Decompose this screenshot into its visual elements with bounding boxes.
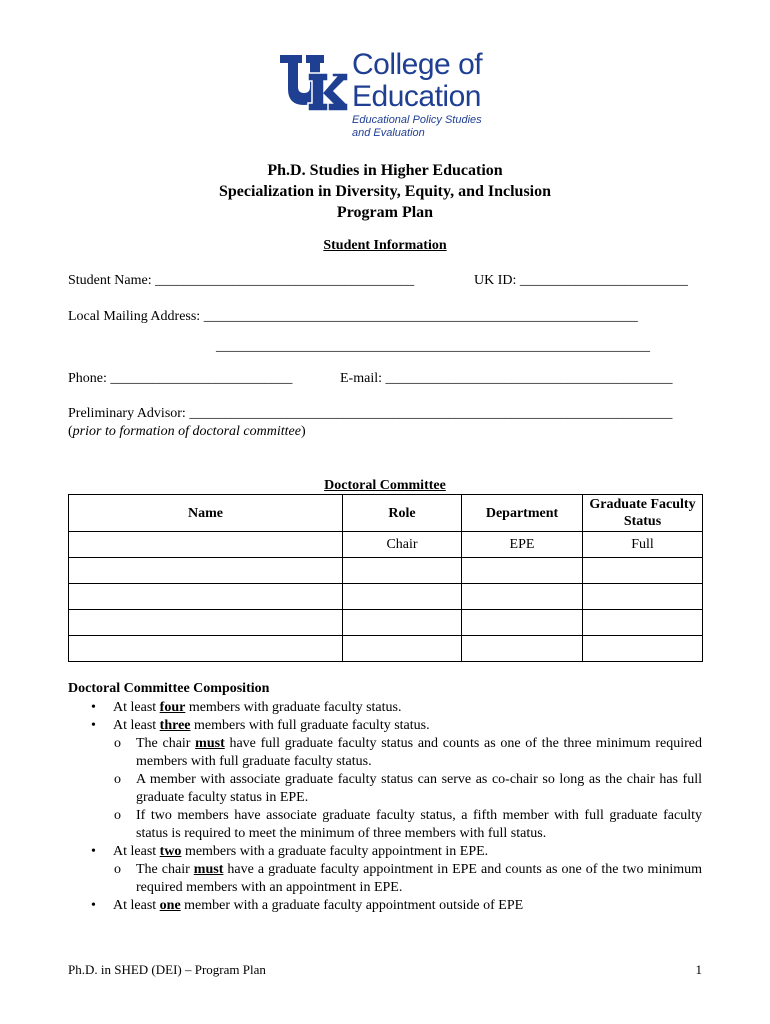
logo-education: Education — [352, 80, 481, 113]
logo-college-of: College of — [352, 48, 483, 81]
role-cell[interactable]: Chair — [343, 532, 462, 558]
list-item — [113, 699, 702, 717]
col-name-header: Name — [69, 495, 343, 532]
item-text: have full graduate faculty status and counts as one of the three minimum required members with full graduate faculty status. — [136, 736, 702, 769]
faculty-status-cell[interactable] — [583, 584, 703, 610]
item-text: member with a graduate faculty appointment outside of EPE — [180, 898, 524, 913]
uk-id-field[interactable]: UK ID: ________________________ — [474, 273, 688, 288]
name-cell[interactable] — [69, 532, 343, 558]
college-logo-text — [352, 48, 512, 143]
logo-sub-line1: Educational Policy Studies — [352, 114, 482, 126]
item-emphasis: must — [193, 862, 224, 877]
logo-sub-line2: and Evaluation — [352, 127, 425, 139]
phone-field[interactable]: Phone: __________________________ — [68, 371, 293, 386]
advisor-note-italic: prior to formation of doctoral committee — [72, 424, 301, 439]
advisor-note-close: ) — [300, 424, 306, 439]
department-cell[interactable]: EPE — [462, 532, 583, 558]
role-cell[interactable] — [343, 610, 462, 636]
committee-heading: Doctoral Committee — [324, 478, 446, 493]
title-line-3: Program Plan — [336, 204, 434, 221]
student-name-field[interactable]: Student Name: _____________________________________ — [68, 273, 415, 288]
student-info-heading: Student Information — [323, 238, 447, 253]
page-number: 1 — [695, 962, 702, 977]
role-cell[interactable] — [343, 584, 462, 610]
item-text: members with graduate faculty status. — [185, 700, 402, 715]
preliminary-advisor-field[interactable]: Preliminary Advisor: _____________________________________________________________________ — [68, 406, 673, 421]
title-line-1: Ph.D. Studies in Higher Education — [267, 162, 503, 179]
department-cell[interactable] — [462, 584, 583, 610]
item-emphasis: must — [195, 736, 225, 751]
col-faculty-status-header: Graduate Faculty Status — [583, 495, 703, 532]
name-cell[interactable] — [69, 636, 343, 662]
mailing-address-field-line2[interactable]: ______________________________________________________________ — [216, 339, 650, 354]
composition-heading: Doctoral Committee Composition — [68, 681, 270, 696]
sub-list — [113, 735, 702, 843]
department-cell[interactable] — [462, 610, 583, 636]
item-emphasis: two — [159, 844, 182, 859]
col-department-header: Department — [462, 495, 583, 532]
email-field[interactable]: E-mail: _________________________________________ — [340, 371, 673, 386]
table-row — [69, 558, 703, 584]
role-cell[interactable] — [343, 558, 462, 584]
table-row — [69, 532, 703, 558]
item-text: At least — [113, 718, 160, 733]
item-text: The chair — [136, 736, 196, 751]
faculty-status-cell[interactable] — [583, 636, 703, 662]
sub-list-item: o A member with associate graduate faculty status can serve as co-chair so long as the chair has full graduate faculty status in EPE. — [136, 771, 702, 807]
col-role-header: Role — [343, 495, 462, 532]
department-cell[interactable] — [462, 636, 583, 662]
role-cell[interactable] — [343, 636, 462, 662]
item-emphasis: three — [159, 718, 191, 733]
item-text: members with a graduate faculty appointment in EPE. — [181, 844, 489, 859]
table-row — [69, 610, 703, 636]
committee-header-row — [69, 495, 703, 532]
sub-list-item — [136, 735, 702, 771]
sub-list-item — [136, 861, 702, 897]
logo-department — [352, 114, 482, 140]
footer-title: Ph.D. in SHED (DEI) – Program Plan — [68, 962, 266, 977]
item-emphasis: four — [159, 700, 186, 715]
name-cell[interactable] — [69, 584, 343, 610]
item-text: members with full graduate faculty status. — [190, 718, 430, 733]
faculty-status-cell[interactable]: Full — [583, 532, 703, 558]
title-line-2: Specialization in Diversity, Equity, and Inclusion — [218, 183, 552, 200]
item-text: The chair — [136, 862, 194, 877]
mailing-address-field[interactable]: Local Mailing Address: ______________________________________________________________ — [68, 309, 638, 324]
item-text: have a graduate faculty appointment in EPE and counts as one of the two minimum required members with an appointment in EPE. — [136, 862, 703, 895]
sub-list-item: o If two members have associate graduate faculty status, a fifth member with full graduate faculty status is required to meet the minimum of three members with full status. — [136, 807, 702, 843]
name-cell[interactable] — [69, 558, 343, 584]
department-cell[interactable] — [462, 558, 583, 584]
composition-list — [68, 699, 702, 915]
committee-table — [68, 494, 703, 662]
list-item — [113, 717, 702, 843]
advisor-note — [68, 424, 306, 440]
list-item — [113, 843, 702, 897]
list-item — [113, 897, 702, 915]
uk-logo-mark — [278, 53, 350, 113]
faculty-status-cell[interactable] — [583, 610, 703, 636]
item-emphasis: one — [159, 898, 181, 913]
name-cell[interactable] — [69, 610, 343, 636]
sub-list — [113, 861, 702, 897]
faculty-status-cell[interactable] — [583, 558, 703, 584]
table-row — [69, 584, 703, 610]
item-text: At least — [113, 898, 160, 913]
table-row — [69, 636, 703, 662]
item-text: At least — [113, 700, 160, 715]
item-text: At least — [113, 844, 160, 859]
advisor-note-open: ( — [68, 424, 73, 439]
